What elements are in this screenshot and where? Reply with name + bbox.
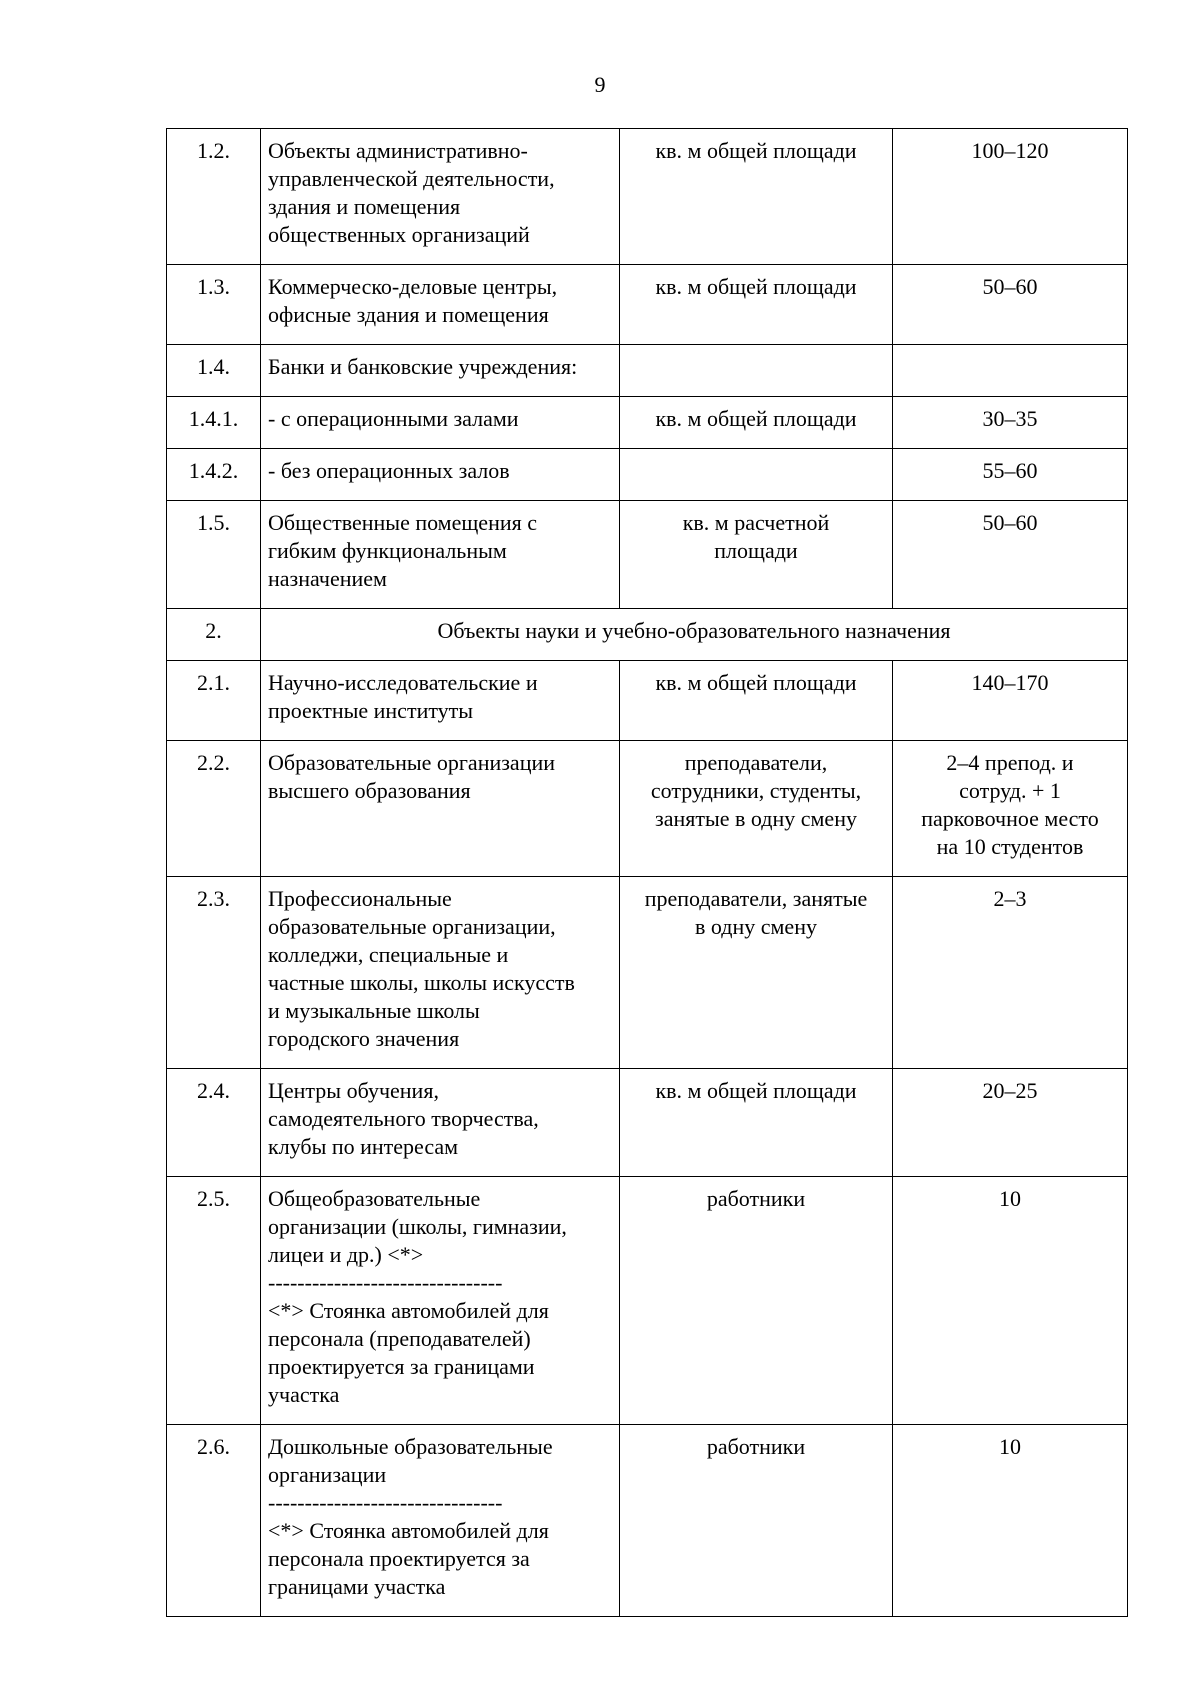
norm-value-line: сотруд. + 1 (959, 778, 1061, 803)
table-row (167, 1069, 1128, 1177)
table-row (167, 129, 1128, 265)
unit-line: кв. м общей площади (655, 1078, 857, 1103)
unit-cell (620, 397, 893, 449)
row-number-cell: 2.2. (167, 741, 261, 877)
unit-cell (620, 741, 893, 877)
table-row (167, 397, 1128, 449)
norm-value-cell (893, 501, 1128, 609)
unit-line: преподаватели, (684, 750, 828, 775)
norm-value-cell (893, 449, 1128, 501)
norm-value-cell (893, 265, 1128, 345)
footnote-line: границами участка (268, 1574, 446, 1599)
norm-value-cell (893, 1069, 1128, 1177)
norm-value-line: 140–170 (971, 670, 1049, 695)
unit-cell (620, 449, 893, 501)
object-name-line: - с операционными залами (268, 406, 519, 431)
object-name-line: гибким функциональным (268, 538, 507, 563)
object-name-line: - без операционных залов (268, 458, 510, 483)
row-number-cell: 2.1. (167, 661, 261, 741)
table-row (167, 661, 1128, 741)
object-name-line: Образовательные организации (268, 750, 556, 775)
object-name-line: частные школы, школы искусств (268, 970, 575, 995)
table-row (167, 1177, 1128, 1425)
row-number-cell: 2.6. (167, 1425, 261, 1617)
object-name-line: и музыкальные школы (268, 998, 480, 1023)
unit-cell (620, 661, 893, 741)
footnote-separator: -------------------------------- (268, 1490, 503, 1515)
table-row (167, 1425, 1128, 1617)
unit-line: кв. м общей площади (655, 670, 857, 695)
row-number-cell: 1.5. (167, 501, 261, 609)
unit-line: площади (714, 538, 798, 563)
object-name-line: проектные институты (268, 698, 474, 723)
unit-cell (620, 877, 893, 1069)
object-name-line: Объекты административно- (268, 138, 528, 163)
section-row (167, 609, 1128, 661)
table-row (167, 265, 1128, 345)
norm-value-line: 2–4 препод. и (946, 750, 1074, 775)
footnote-line: участка (268, 1382, 340, 1407)
object-name-line: управленческой деятельности, (268, 166, 555, 191)
footnote-line: <*> Стоянка автомобилей для (268, 1298, 549, 1323)
object-name-line: Общеобразовательные (268, 1186, 481, 1211)
table-row (167, 501, 1128, 609)
object-name-line: Дошкольные образовательные (268, 1434, 553, 1459)
row-number-cell: 2.3. (167, 877, 261, 1069)
table-row (167, 741, 1128, 877)
object-name-cell (261, 449, 620, 501)
unit-cell (620, 129, 893, 265)
norm-value-cell (893, 741, 1128, 877)
footnote-line: проектируется за границами (268, 1354, 535, 1379)
object-name-line: здания и помещения (268, 194, 461, 219)
row-number-cell: 1.2. (167, 129, 261, 265)
object-name-line: Коммерческо-деловые центры, (268, 274, 558, 299)
unit-cell (620, 1425, 893, 1617)
object-name-line: Научно-исследовательские и (268, 670, 538, 695)
footnote-line: <*> Стоянка автомобилей для (268, 1518, 549, 1543)
norm-value-cell (893, 129, 1128, 265)
object-name-cell (261, 877, 620, 1069)
norm-value-cell (893, 1177, 1128, 1425)
object-name-line: организации (школы, гимназии, (268, 1214, 567, 1239)
object-name-cell (261, 397, 620, 449)
unit-line: кв. м общей площади (655, 138, 857, 163)
norm-value-line: парковочное место (921, 806, 1099, 831)
unit-cell (620, 1177, 893, 1425)
object-name-line: Банки и банковские учреждения: (268, 354, 578, 379)
norm-value-cell (893, 661, 1128, 741)
row-number-cell: 1.3. (167, 265, 261, 345)
object-name-line: офисные здания и помещения (268, 302, 549, 327)
object-name-line: самодеятельного творчества, (268, 1106, 539, 1131)
footnote-separator: -------------------------------- (268, 1270, 503, 1295)
object-name-line: клубы по интересам (268, 1134, 459, 1159)
norm-value-cell (893, 1425, 1128, 1617)
row-number-cell: 1.4. (167, 345, 261, 397)
row-number-cell: 2.4. (167, 1069, 261, 1177)
footnote-line: персонала проектируется за (268, 1546, 530, 1571)
norm-value-line: 100–120 (971, 138, 1049, 163)
norm-value-line: 30–35 (982, 406, 1038, 431)
page-number: 9 (594, 72, 606, 97)
unit-line: кв. м общей площади (655, 406, 857, 431)
unit-cell (620, 501, 893, 609)
norm-value-line: 20–25 (982, 1078, 1038, 1103)
unit-line: занятые в одну смену (655, 806, 857, 831)
object-name-cell (261, 129, 620, 265)
object-name-line: назначением (268, 566, 387, 591)
norm-value-line: 10 (999, 1434, 1021, 1459)
footnote-line: персонала (преподавателей) (268, 1326, 531, 1351)
norm-value-line: 10 (999, 1186, 1021, 1211)
object-name-cell (261, 1177, 620, 1425)
norm-value-line: 50–60 (982, 510, 1038, 535)
norm-value-cell (893, 877, 1128, 1069)
norm-value-line: на 10 студентов (936, 834, 1084, 859)
row-number-cell: 2.5. (167, 1177, 261, 1425)
norm-value-cell (893, 345, 1128, 397)
table-row (167, 345, 1128, 397)
object-name-line: лицеи и др.) <*> (268, 1242, 424, 1267)
object-name-cell (261, 741, 620, 877)
parking-norms-table (166, 128, 1128, 1617)
unit-line: преподаватели, занятые (644, 886, 868, 911)
unit-line: кв. м общей площади (655, 274, 857, 299)
unit-cell (620, 1069, 893, 1177)
object-name-line: организации (268, 1462, 387, 1487)
unit-cell (620, 265, 893, 345)
object-name-line: Общественные помещения с (268, 510, 538, 535)
unit-line: в одну смену (695, 914, 817, 939)
unit-line: кв. м расчетной (682, 510, 830, 535)
norm-value-line: 55–60 (982, 458, 1038, 483)
object-name-line: общественных организаций (268, 222, 530, 247)
object-name-line: высшего образования (268, 778, 471, 803)
table-row (167, 449, 1128, 501)
object-name-cell (261, 265, 620, 345)
object-name-line: городского значения (268, 1026, 460, 1051)
row-number-cell: 1.4.2. (167, 449, 261, 501)
object-name-line: образовательные организации, (268, 914, 556, 939)
object-name-cell (261, 1425, 620, 1617)
norm-value-line: 2–3 (993, 886, 1027, 911)
object-name-line: Профессиональные (268, 886, 452, 911)
section-title-cell: Объекты науки и учебно-образовательного назначения (261, 609, 1128, 661)
object-name-cell (261, 1069, 620, 1177)
unit-line: работники (706, 1186, 806, 1211)
object-name-line: Центры обучения, (268, 1078, 439, 1103)
norm-value-cell (893, 397, 1128, 449)
object-name-cell (261, 661, 620, 741)
object-name-cell (261, 345, 620, 397)
unit-line: сотрудники, студенты, (650, 778, 862, 803)
object-name-line: колледжи, специальные и (268, 942, 509, 967)
row-number-cell: 2. (167, 609, 261, 661)
unit-line: работники (706, 1434, 806, 1459)
table-body (167, 129, 1128, 1617)
row-number-cell: 1.4.1. (167, 397, 261, 449)
object-name-cell (261, 501, 620, 609)
norm-value-line: 50–60 (982, 274, 1038, 299)
unit-cell (620, 345, 893, 397)
table-row (167, 877, 1128, 1069)
